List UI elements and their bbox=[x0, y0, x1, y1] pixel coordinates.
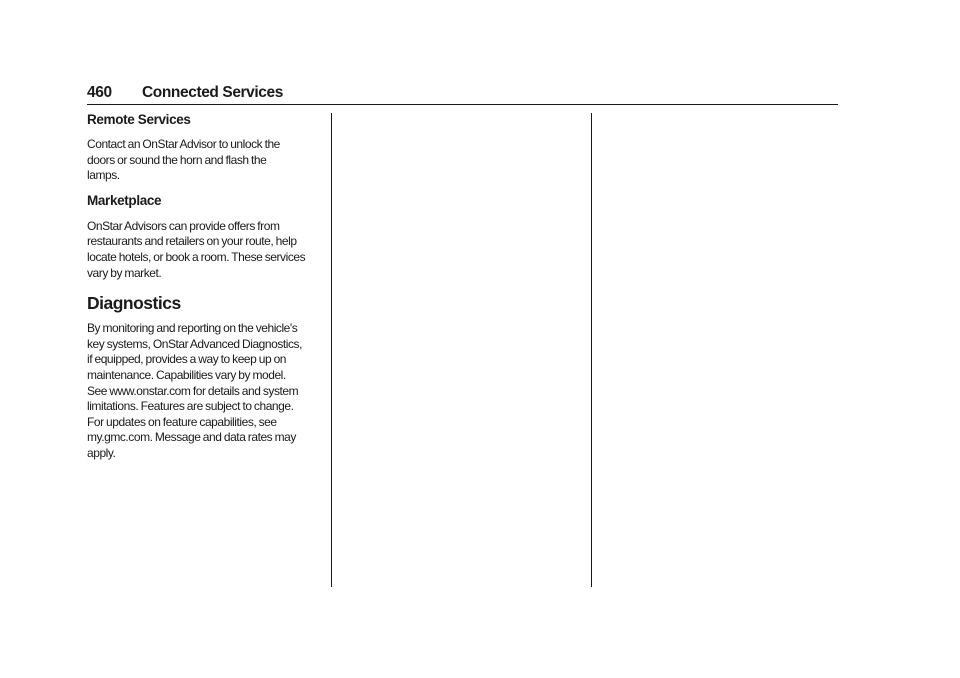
paragraph-line: maintenance. Capabilities vary by model. bbox=[87, 367, 286, 382]
remote-services-heading: Remote Services bbox=[87, 112, 191, 127]
marketplace-paragraph bbox=[87, 219, 327, 281]
paragraph-line: apply. bbox=[87, 445, 116, 460]
paragraph-line: my.gmc.com. Message and data rates may bbox=[87, 430, 296, 445]
page-number: 460 bbox=[87, 84, 112, 101]
paragraph-line: vary by market. bbox=[87, 265, 162, 280]
paragraph-line: doors or sound the horn and flash the bbox=[87, 152, 267, 167]
paragraph-line: By monitoring and reporting on the vehicle's bbox=[87, 321, 298, 336]
left-column bbox=[87, 110, 327, 462]
paragraph-line: For updates on feature capabilities, see bbox=[87, 414, 277, 429]
column-divider bbox=[331, 113, 332, 587]
paragraph-line: limitations. Features are subject to change. bbox=[87, 399, 294, 414]
paragraph-line: OnStar Advisors can provide offers from bbox=[87, 218, 280, 233]
paragraph-line: See www.onstar.com for details and system bbox=[87, 383, 299, 398]
remote-services-paragraph bbox=[87, 137, 327, 184]
marketplace-heading: Marketplace bbox=[87, 192, 162, 208]
diagnostics-paragraph bbox=[87, 321, 327, 461]
section-title: Connected Services bbox=[142, 84, 283, 101]
page-header bbox=[87, 84, 838, 105]
paragraph-line: if equipped, provides a way to keep up on bbox=[87, 352, 287, 367]
diagnostics-heading: Diagnostics bbox=[87, 293, 181, 314]
paragraph-line: locate hotels, or book a room. These services bbox=[87, 249, 306, 264]
paragraph-line: Contact an OnStar Advisor to unlock the bbox=[87, 137, 280, 151]
column-divider bbox=[591, 113, 592, 587]
paragraph-line: restaurants and retailers on your route, help bbox=[87, 234, 297, 249]
paragraph-line: key systems, OnStar Advanced Diagnostics, bbox=[87, 336, 302, 351]
paragraph-line: lamps. bbox=[87, 168, 120, 183]
